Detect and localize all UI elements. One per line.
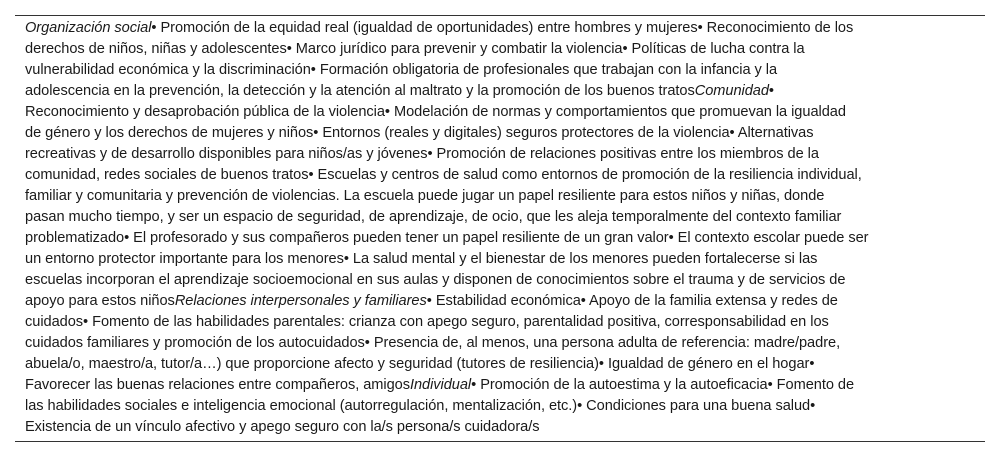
text-line xyxy=(25,207,977,228)
text-line xyxy=(25,81,977,102)
text-line xyxy=(25,18,977,39)
text-line xyxy=(25,60,977,81)
text-line xyxy=(25,249,977,270)
text-line xyxy=(25,123,977,144)
body-text: escuelas incorporan el aprendizaje socioemocional en sus aulas y disponen de conocimientos sobre el trauma y de servicios de xyxy=(25,272,846,288)
table-cell-text xyxy=(25,18,977,438)
body-text: • xyxy=(768,83,774,99)
text-line xyxy=(25,186,977,207)
body-text: Existencia de un vínculo afectivo y apego seguro con la/s persona/s cuidadora/s xyxy=(25,419,540,435)
body-text: • Estabilidad económica• Apoyo de la familia extensa y redes de xyxy=(426,293,838,309)
body-text: cuidados familiares y promoción de los autocuidados• Presencia de, al menos, una persona adulta de referencia: madre/padre, xyxy=(25,335,841,351)
body-text: cuidados• Fomento de las habilidades parentales: crianza con apego seguro, parentalidad positiva, corresponsabilidad en los xyxy=(25,314,829,330)
section-heading: Comunidad xyxy=(694,83,769,99)
text-line xyxy=(25,144,977,165)
body-text: • Promoción de la autoestima y la autoeficacia• Fomento de xyxy=(471,377,855,393)
text-line xyxy=(25,354,977,375)
text-line xyxy=(25,270,977,291)
body-text: comunidad, redes sociales de buenos tratos• Escuelas y centros de salud como entornos de promoción de la resiliencia individual, xyxy=(25,167,862,183)
body-text: de género y los derechos de mujeres y niños• Entornos (reales y digitales) seguros protectores de la violencia• Alternativas xyxy=(25,125,814,141)
text-line xyxy=(25,165,977,186)
section-heading: Relaciones interpersonales y familiares xyxy=(174,293,427,309)
text-line xyxy=(25,396,977,417)
body-text: un entorno protector importante para los menores• La salud mental y el bienestar de los menores pueden fortalecerse si las xyxy=(25,251,818,267)
text-line xyxy=(25,333,977,354)
text-line xyxy=(25,228,977,249)
body-text: problematizado• El profesorado y sus compañeros pueden tener un papel resiliente de un gran valor• El contexto escolar puede ser xyxy=(25,230,869,246)
text-line xyxy=(25,291,977,312)
body-text: abuela/o, maestro/a, tutor/a…) que proporcione afecto y seguridad (tutores de resiliencia)• Igualdad de género en el hogar• xyxy=(25,356,815,372)
body-text: Favorecer las buenas relaciones entre compañeros, amigos xyxy=(25,377,410,393)
text-line xyxy=(25,312,977,333)
body-text: recreativas y de desarrollo disponibles para niños/as y jóvenes• Promoción de relaciones positivas entre los miembros de la xyxy=(25,146,819,162)
table-frame xyxy=(15,15,985,442)
section-heading: Organización social xyxy=(25,20,152,36)
body-text: apoyo para estos niños xyxy=(25,293,175,309)
body-text: vulnerabilidad económica y la discriminación• Formación obligatoria de profesionales que trabajan con la infancia y la xyxy=(25,62,778,78)
body-text: adolescencia en la prevención, la detección y la atención al maltrato y la promoción de los buenos tratos xyxy=(25,83,695,99)
body-text: • Promoción de la equidad real (igualdad de oportunidades) entre hombres y mujeres• Reconocimiento de los xyxy=(151,20,854,36)
text-line xyxy=(25,39,977,60)
body-text: Reconocimiento y desaprobación pública de la violencia• Modelación de normas y comportamientos que promuevan la igualdad xyxy=(25,104,846,120)
text-line xyxy=(25,102,977,123)
text-line xyxy=(25,417,977,438)
body-text: derechos de niños, niñas y adolescentes• Marco jurídico para prevenir y combatir la violencia• Políticas de lucha contra la xyxy=(25,41,805,57)
text-line xyxy=(25,375,977,396)
body-text: las habilidades sociales e inteligencia emocional (autorregulación, mentalización, etc.)• Condiciones para una buena salud• xyxy=(25,398,816,414)
section-heading: Individual xyxy=(409,377,472,393)
body-text: familiar y comunitaria y prevención de violencias. La escuela puede jugar un papel resiliente para estos niños y niñas, donde xyxy=(25,188,825,204)
body-text: pasan mucho tiempo, y ser un espacio de seguridad, de aprendizaje, de ocio, que les aleja temporalmente del contexto familiar xyxy=(25,209,842,225)
